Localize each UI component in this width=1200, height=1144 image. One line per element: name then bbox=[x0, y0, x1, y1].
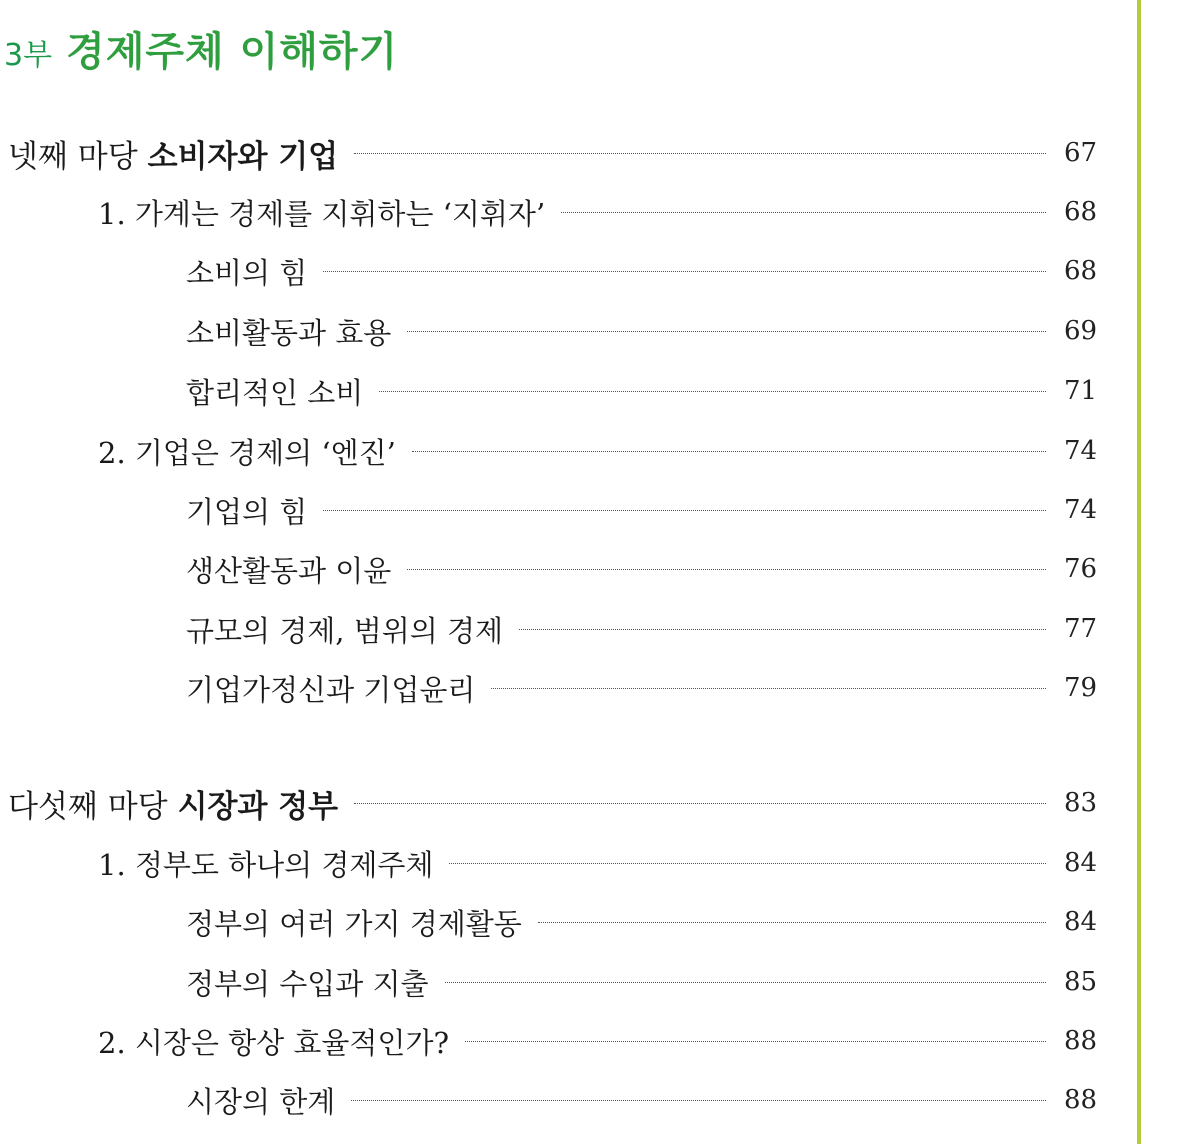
dot-leader bbox=[412, 451, 1046, 452]
dot-leader bbox=[407, 569, 1046, 570]
toc-subsection[interactable] bbox=[186, 606, 1098, 652]
chapter-title: 시장과 정부 bbox=[177, 788, 339, 825]
section-title: 2. 기업은 경제의 ‘엔진’ bbox=[98, 435, 396, 470]
section-title: 1. 가계는 경제를 지휘하는 ‘지휘자’ bbox=[98, 196, 546, 231]
page-number: 71 bbox=[1064, 376, 1098, 406]
chapter-madang: 다섯째 마당 bbox=[8, 788, 168, 825]
dot-leader bbox=[354, 803, 1046, 804]
dot-leader bbox=[449, 863, 1046, 864]
toc-chapter[interactable] bbox=[8, 130, 1098, 176]
toc-subsection[interactable] bbox=[186, 1077, 1098, 1123]
chapter-madang: 넷째 마당 bbox=[8, 138, 138, 175]
dot-leader bbox=[465, 1041, 1046, 1042]
part-number: 3부 bbox=[4, 38, 53, 73]
section-title: 2. 시장은 항상 효율적인가? bbox=[98, 1025, 450, 1060]
page-number: 79 bbox=[1064, 673, 1098, 703]
dot-leader bbox=[445, 982, 1046, 983]
toc-subsection[interactable] bbox=[186, 308, 1098, 354]
page-number: 67 bbox=[1064, 138, 1098, 168]
page-number: 74 bbox=[1064, 495, 1098, 525]
toc-subsection[interactable] bbox=[186, 959, 1098, 1005]
page-number: 88 bbox=[1064, 1026, 1098, 1056]
subsection-title: 기업가정신과 기업윤리 bbox=[186, 672, 476, 707]
page-edge-rule bbox=[1137, 0, 1141, 1144]
dot-leader bbox=[323, 271, 1046, 272]
dot-leader bbox=[519, 629, 1046, 630]
toc-section[interactable] bbox=[98, 1018, 1098, 1064]
toc-section[interactable] bbox=[98, 189, 1098, 235]
subsection-title: 소비활동과 효용 bbox=[186, 315, 392, 350]
toc-subsection[interactable] bbox=[186, 899, 1098, 945]
toc-section[interactable] bbox=[98, 840, 1098, 886]
subsection-title: 소비의 힘 bbox=[186, 255, 308, 290]
dot-leader bbox=[407, 331, 1046, 332]
subsection-title: 기업의 힘 bbox=[186, 494, 308, 529]
chapter-title: 소비자와 기업 bbox=[147, 138, 339, 175]
dot-leader bbox=[354, 153, 1046, 154]
dot-leader bbox=[561, 212, 1046, 213]
dot-leader bbox=[379, 391, 1046, 392]
page-number: 85 bbox=[1064, 967, 1098, 997]
toc-subsection[interactable] bbox=[186, 487, 1098, 533]
toc-chapter[interactable] bbox=[8, 780, 1098, 826]
toc-section[interactable] bbox=[98, 428, 1098, 474]
page-number: 76 bbox=[1064, 554, 1098, 584]
dot-leader bbox=[351, 1100, 1046, 1101]
toc-subsection[interactable] bbox=[186, 665, 1098, 711]
toc-subsection[interactable] bbox=[186, 248, 1098, 294]
part-heading bbox=[4, 22, 398, 82]
subsection-title: 생산활동과 이윤 bbox=[186, 553, 392, 588]
page-number: 69 bbox=[1064, 316, 1098, 346]
dot-leader bbox=[491, 688, 1046, 689]
page-number: 77 bbox=[1064, 614, 1098, 644]
page-number: 74 bbox=[1064, 436, 1098, 466]
subsection-title: 합리적인 소비 bbox=[186, 375, 364, 410]
subsection-title: 정부의 수입과 지출 bbox=[186, 966, 429, 1001]
page-number: 88 bbox=[1064, 1085, 1098, 1115]
page-number: 68 bbox=[1064, 197, 1098, 227]
dot-leader bbox=[323, 510, 1046, 511]
toc-subsection[interactable] bbox=[186, 546, 1098, 592]
part-title: 경제주체 이해하기 bbox=[66, 29, 399, 75]
page-number: 68 bbox=[1064, 256, 1098, 286]
subsection-title: 정부의 여러 가지 경제활동 bbox=[186, 906, 522, 941]
page-number: 83 bbox=[1064, 788, 1098, 818]
section-title: 1. 정부도 하나의 경제주체 bbox=[98, 847, 434, 882]
subsection-title: 규모의 경제, 범위의 경제 bbox=[186, 613, 504, 648]
page-number: 84 bbox=[1064, 848, 1098, 878]
subsection-title: 시장의 한계 bbox=[186, 1084, 336, 1119]
toc-subsection[interactable] bbox=[186, 368, 1098, 414]
page-number: 84 bbox=[1064, 907, 1098, 937]
dot-leader bbox=[538, 922, 1046, 923]
